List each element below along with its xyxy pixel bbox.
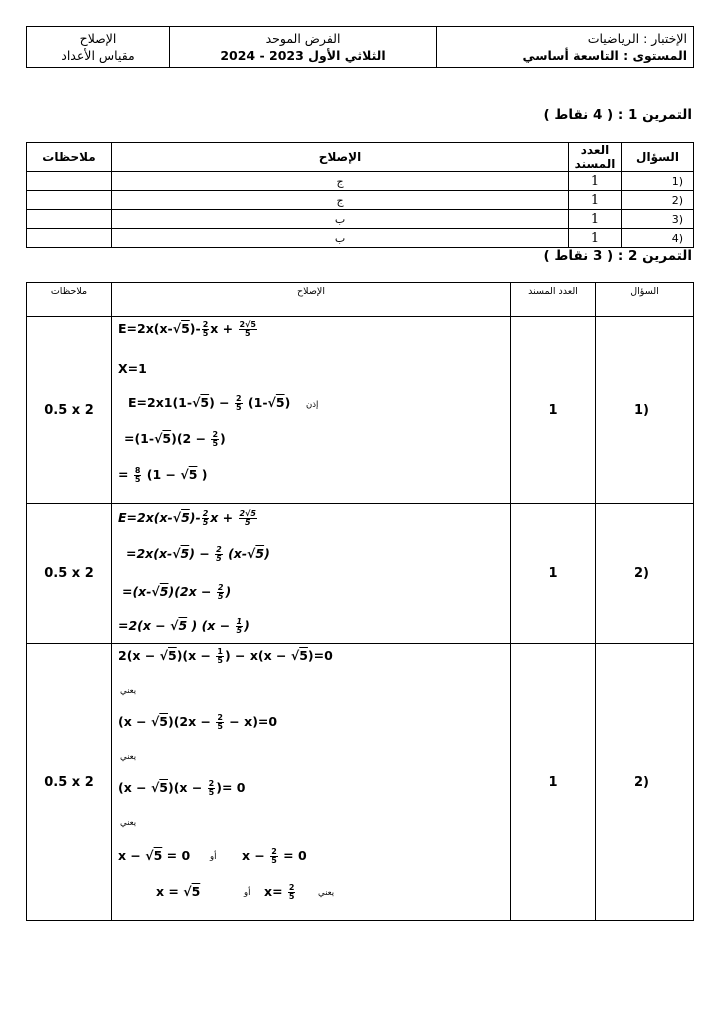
header-right-cell	[437, 27, 694, 68]
score-cell: 1	[569, 191, 622, 210]
answer-cell: ب	[112, 210, 569, 229]
math-line: E=2x1(1-√5) − $\frac{2}{5}$ (1-√5)	[128, 394, 291, 412]
math-line: =(x-√5)(2x − $\frac{2}{5}$ )	[122, 583, 232, 601]
note-cell: 0.5 x 2	[27, 504, 112, 644]
exercise1-table	[26, 142, 694, 248]
math-line: x − $\frac{2}{5}$ = 0	[242, 847, 307, 865]
answer-cell: ج	[112, 172, 569, 191]
question-cell: 4)	[622, 229, 694, 248]
table-row	[27, 504, 694, 644]
col-question: السؤال	[622, 143, 694, 172]
yaani-word: يعني	[318, 888, 335, 898]
note-cell: 0.5 x 2	[27, 317, 112, 504]
table-row	[27, 644, 694, 921]
col-notes: ملاحظات	[27, 283, 112, 317]
col-correction: الإصلاح	[112, 283, 511, 317]
idhan-word: إذن	[306, 400, 319, 410]
table-row	[27, 210, 694, 229]
correction-cell	[112, 644, 511, 921]
score-cell: 1	[569, 229, 622, 248]
exam-period: الثلاثي الأول 2023 - 2024	[220, 48, 386, 63]
correction-cell	[112, 317, 511, 504]
table-row	[27, 229, 694, 248]
header-center-cell	[170, 27, 437, 68]
math-line: (x − √5)(x − $\frac{2}{5}$ )= 0	[118, 779, 246, 797]
correction-label: الإصلاح	[79, 31, 117, 46]
correction-cell	[112, 504, 511, 644]
col-score: العدد المسند	[569, 143, 622, 172]
math-line: 2(x − √5)(x − $\frac{1}{5}$ ) − x(x − √5)=0	[118, 647, 333, 665]
col-notes: ملاحظات	[27, 143, 112, 172]
exercise1-title: التمرين 1 : ( 4 نقاط )	[543, 107, 692, 123]
score-cell: 1	[511, 644, 596, 921]
question-cell: 3)	[622, 210, 694, 229]
math-line: E=2x(x-√5)- $\frac{2}{5}$ x + $\frac{2√5}{5}$	[118, 320, 256, 338]
note-cell	[27, 229, 112, 248]
question-cell: 2)	[622, 191, 694, 210]
table-row	[27, 191, 694, 210]
math-line: X=1	[118, 361, 147, 376]
math-line: (x − √5)(2x − $\frac{2}{5}$ − x)=0	[118, 713, 278, 731]
score-cell: 1	[569, 172, 622, 191]
aw-word: أو	[210, 852, 217, 862]
math-line: x= $\frac{2}{5}$	[264, 883, 295, 901]
question-cell: 2)	[596, 504, 694, 644]
exercise2-table	[26, 282, 694, 921]
exam-level: المستوى : التاسعة أساسي	[522, 48, 687, 63]
math-line: =2x(x-√5) − $\frac{2}{5}$ (x-√5)	[126, 545, 270, 563]
score-cell: 1	[511, 504, 596, 644]
table-row	[27, 317, 694, 504]
col-question: السؤال	[596, 283, 694, 317]
scale-label: مقياس الأعداد	[61, 48, 135, 63]
exercise2-title: التمرين 2 : ( 3 نقاط )	[543, 248, 692, 264]
math-line: =(1-√5)(2 − $\frac{2}{5}$ )	[124, 430, 226, 448]
note-cell	[27, 172, 112, 191]
math-line: x − √5 = 0	[118, 848, 191, 863]
note-cell: 0.5 x 2	[27, 644, 112, 921]
answer-cell: ب	[112, 229, 569, 248]
score-cell: 1	[511, 317, 596, 504]
math-line: =2(x − √5 ) (x − $\frac{1}{5}$ )	[118, 617, 250, 635]
score-cell: 1	[569, 210, 622, 229]
table-header-row	[27, 283, 694, 317]
yaani-word: يعني	[120, 818, 137, 828]
col-score: العدد المسند	[511, 283, 596, 317]
note-cell	[27, 191, 112, 210]
question-cell: 2)	[596, 644, 694, 921]
question-cell: 1)	[622, 172, 694, 191]
aw-word: أو	[244, 888, 251, 898]
math-line: x = √5	[156, 884, 201, 899]
yaani-word: يعني	[120, 752, 137, 762]
yaani-word: يعني	[120, 686, 137, 696]
answer-cell: ج	[112, 191, 569, 210]
header-table	[26, 26, 694, 68]
math-line: E=2x(x-√5)- $\frac{2}{5}$ x + $\frac{2√5}{5}$	[118, 509, 256, 527]
math-line: = $\frac{8}{5}$ (1 − √5 )	[118, 466, 208, 484]
col-correction: الإصلاح	[112, 143, 569, 172]
header-left-cell	[27, 27, 170, 68]
table-row	[27, 172, 694, 191]
exam-subject: الإختبار : الرياضيات	[587, 31, 687, 46]
question-cell: 1)	[596, 317, 694, 504]
table-header-row	[27, 143, 694, 172]
exam-name: الفرض الموحد	[265, 31, 341, 46]
note-cell	[27, 210, 112, 229]
